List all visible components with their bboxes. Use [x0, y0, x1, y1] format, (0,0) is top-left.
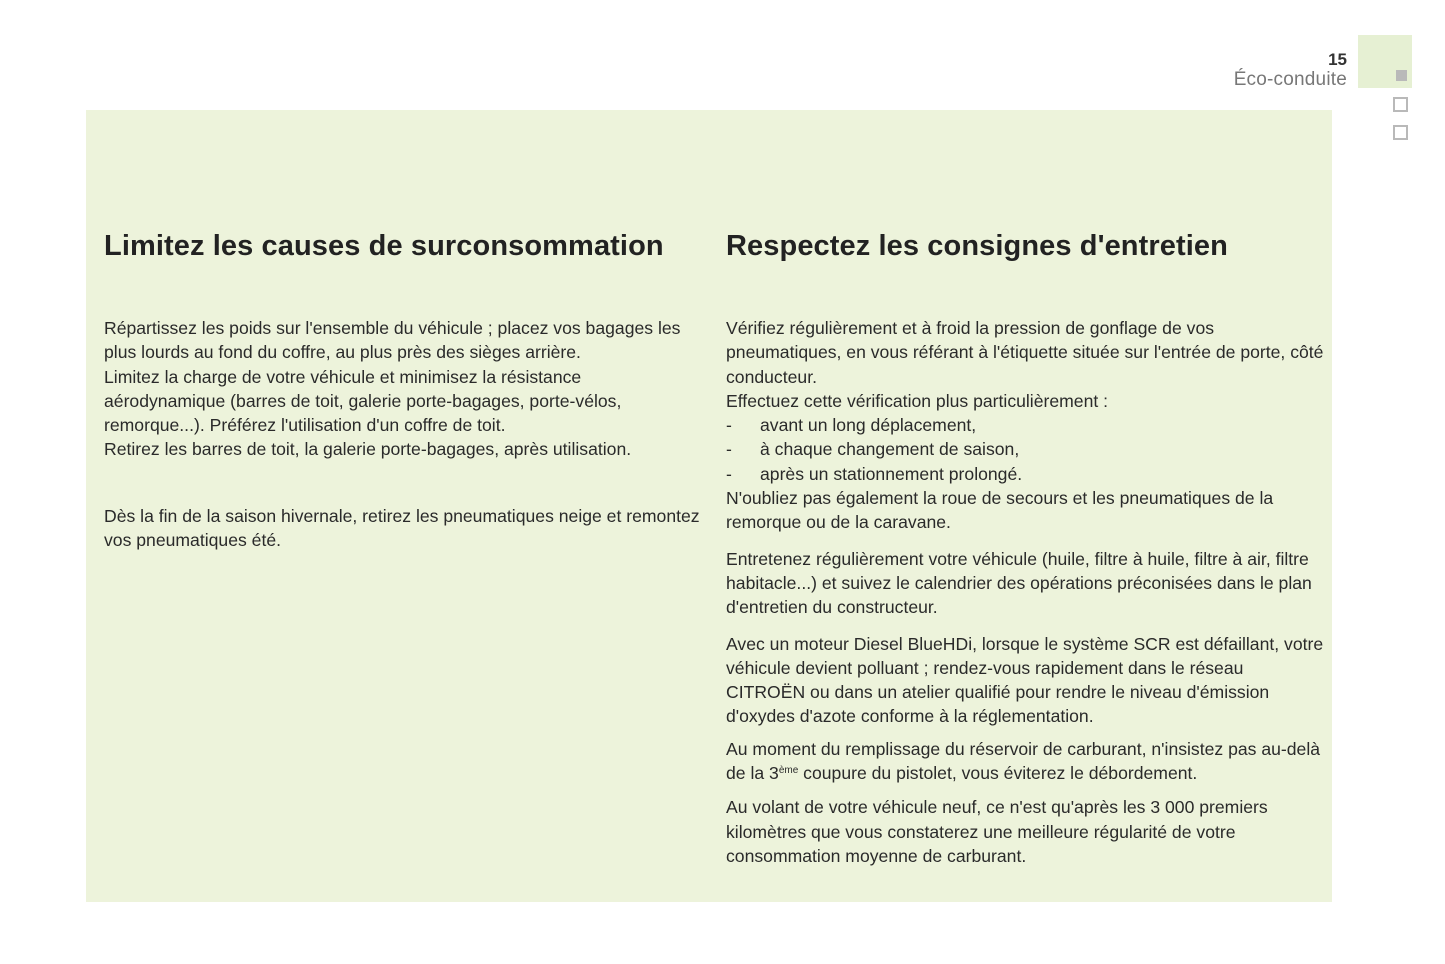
right-paragraph: Entretenez régulièrement votre véhicule (huile, filtre à huile, filtre à air, filtre habitacle...) et suivez le calendrier des opérations préconisées dans le plan d'entretien du constructeur. [726, 548, 1312, 618]
page-number: 15 [1328, 50, 1347, 69]
list-item: - avant un long déplacement, [726, 415, 977, 436]
left-heading: Limitez les causes de surconsommation [104, 230, 664, 262]
right-paragraph: Vérifiez régulièrement et à froid la pression de gonflage de vos pneumatiques, en vous référant à l'étiquette située sur l'entrée de porte, côté conducteur. [726, 318, 1324, 387]
right-paragraph: Effectuez cette vérification plus particulièrement : [726, 390, 1109, 411]
right-paragraph: Au moment du remplissage du réservoir de carburant, n'insistez pas au-delà de la 3ème coupure du pistolet, vous éviterez le débordement. [726, 738, 1321, 784]
left-paragraph: Dès la fin de la saison hivernale, retirez les pneumatiques neige et remontez vos pneumatiques été. [104, 505, 700, 551]
list-item: - à chaque changement de saison, [726, 439, 1020, 460]
check-list [726, 413, 1326, 486]
right-heading: Respectez les consignes d'entretien [726, 230, 1228, 262]
left-paragraph: Répartissez les poids sur l'ensemble du véhicule ; placez vos bagages les plus lourds au fond du coffre, au plus près des sièges arrière. [104, 318, 681, 363]
right-paragraph: Au volant de votre véhicule neuf, ce n'est qu'après les 3 000 premiers kilomètres que vous constaterez une meilleure régularité de votre consommation moyenne de carburant. [726, 797, 1268, 866]
left-paragraph: Limitez la charge de votre véhicule et minimisez la résistance aérodynamique (barres de toit, galerie porte-bagages, porte-vélos, remorque...). Préférez l'utilisation d'un coffre de toit. [104, 366, 622, 436]
section-title: Éco-conduite [1233, 69, 1347, 90]
chapter-marker-filled [1396, 70, 1407, 81]
left-column [104, 230, 704, 552]
chapter-marker-empty [1393, 125, 1408, 140]
chapter-marker-empty [1393, 97, 1408, 112]
left-paragraph: Retirez les barres de toit, la galerie porte-bagages, après utilisation. [104, 439, 632, 460]
list-item: - après un stationnement prolongé. [726, 463, 1023, 484]
right-column [726, 230, 1326, 868]
right-paragraph: N'oubliez pas également la roue de secours et les pneumatiques de la remorque ou de la caravane. [726, 488, 1274, 533]
right-paragraph: Avec un moteur Diesel BlueHDi, lorsque le système SCR est défaillant, votre véhicule devient polluant ; rendez-vous rapidement dans le réseau CITROËN ou dans un atelier qualifié pour rendre le niveau d'émission d'oxydes d'azote conforme à la réglementation. [726, 633, 1324, 727]
